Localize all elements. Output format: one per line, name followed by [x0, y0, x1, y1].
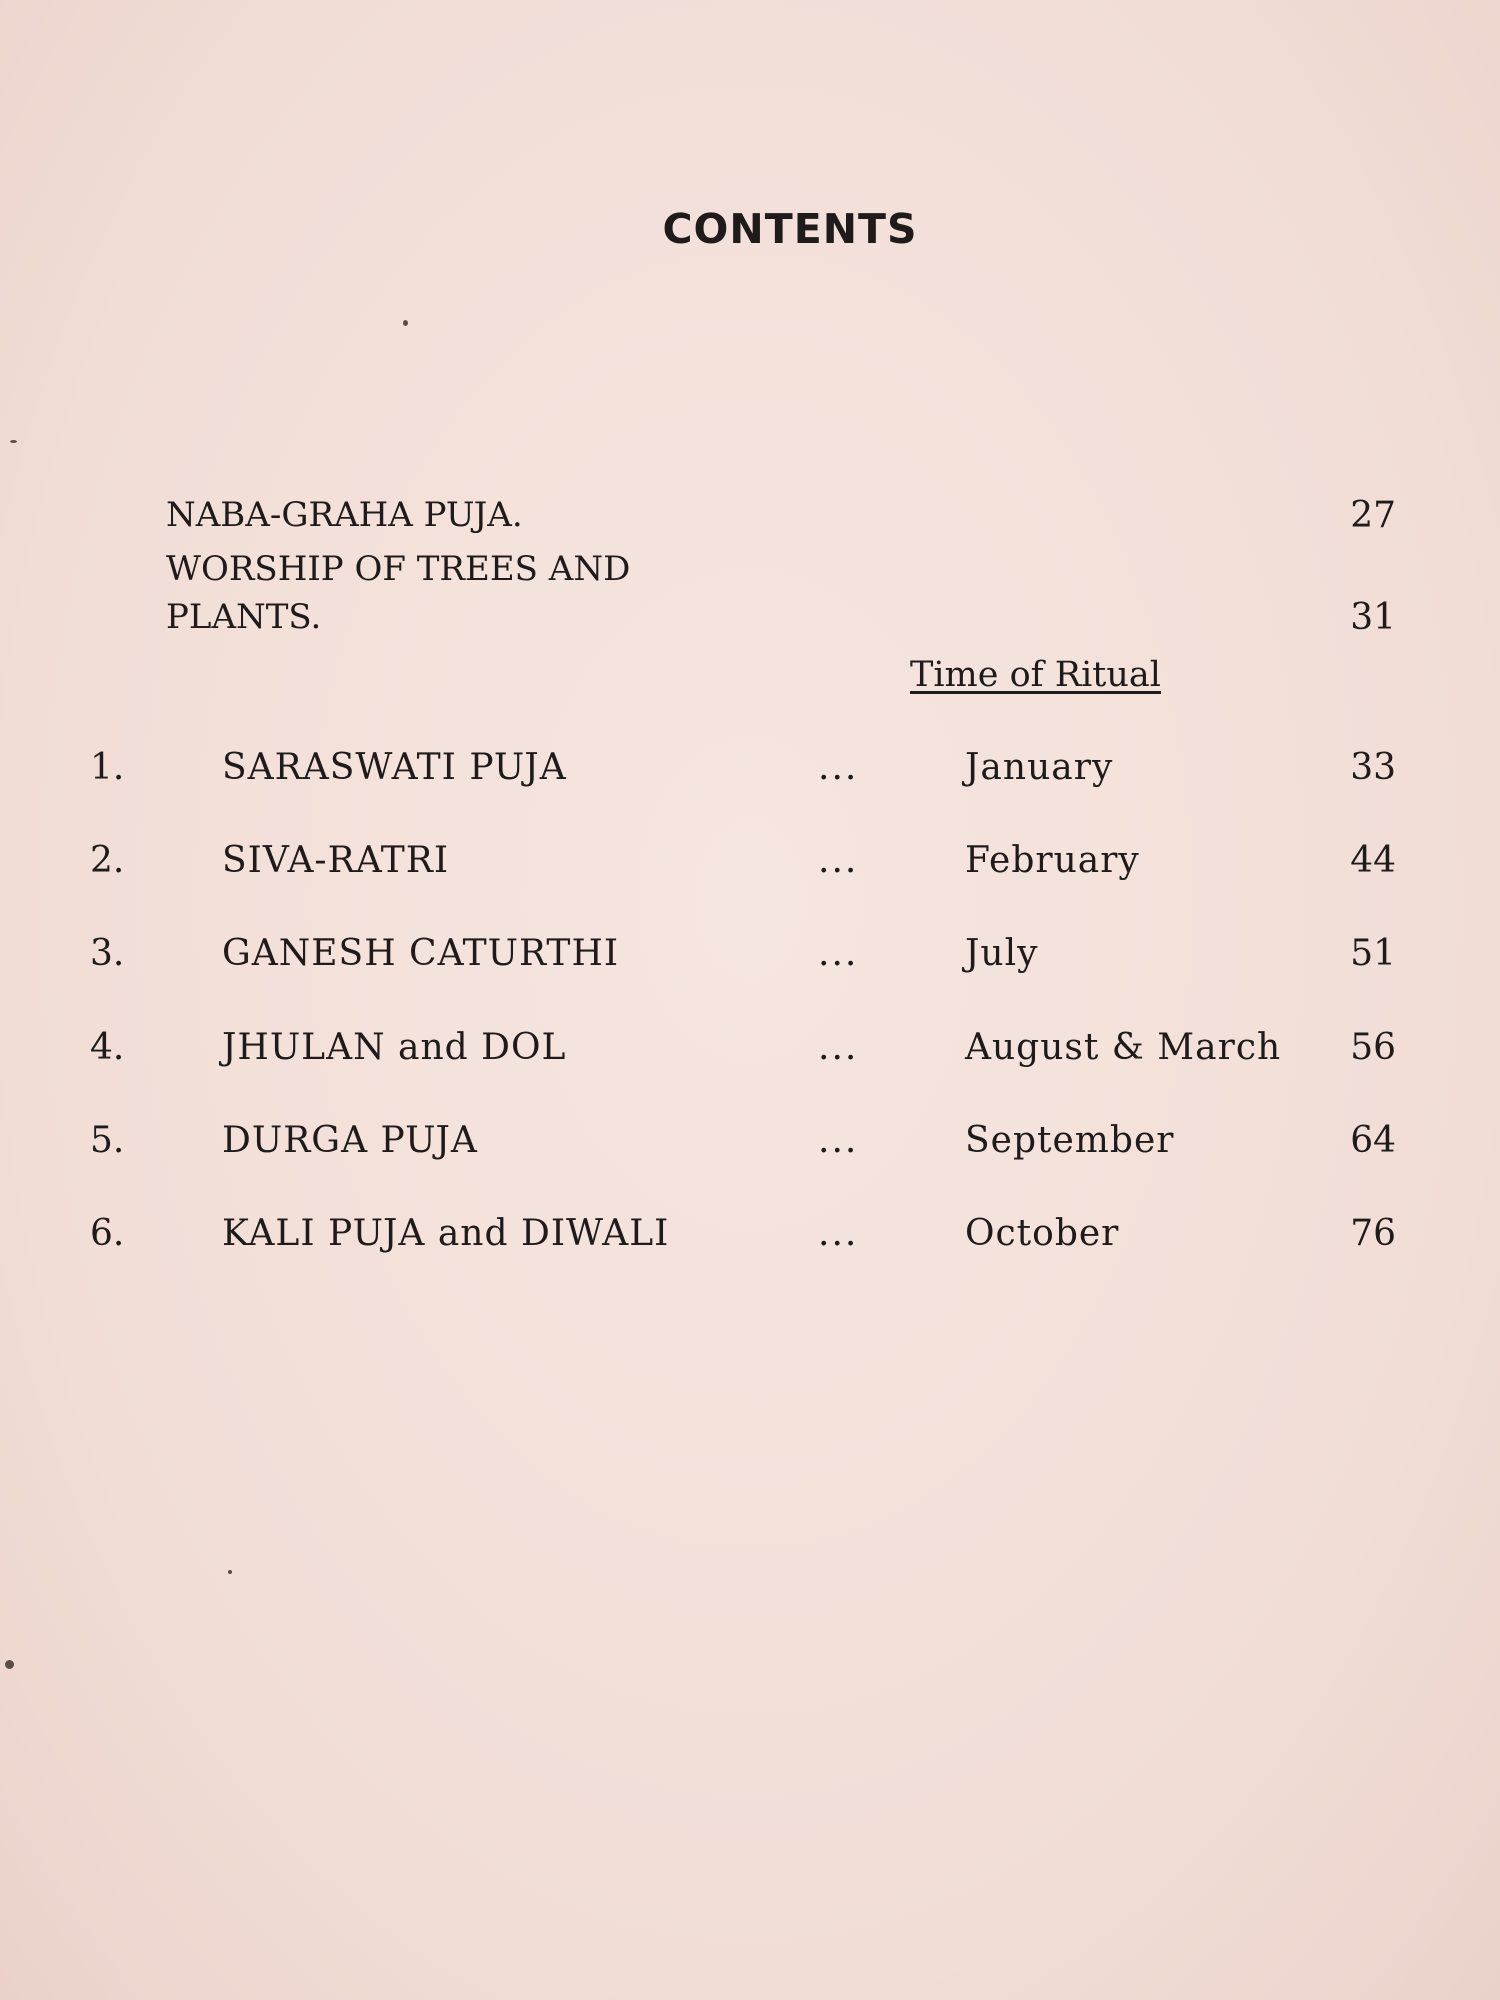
paper-speck	[10, 440, 17, 443]
page-title: CONTENTS	[662, 205, 918, 253]
entry-title: JHULAN and DOL	[222, 1027, 567, 1068]
entry-time: January	[965, 747, 1114, 788]
entry-title: GANESH CATURTHI	[222, 933, 620, 974]
contents-row	[0, 933, 1500, 986]
entry-number: 1.	[90, 747, 125, 788]
intro-entry-page: 31	[1350, 597, 1396, 638]
entry-number: 5.	[90, 1120, 125, 1161]
entry-number: 2.	[90, 840, 125, 881]
paper-speck	[228, 1570, 232, 1574]
intro-entry-title: WORSHIP OF TREES AND	[166, 549, 631, 589]
entry-time: September	[965, 1120, 1175, 1161]
entry-page: 33	[1350, 747, 1396, 788]
entry-title: KALI PUJA and DIWALI	[222, 1213, 670, 1254]
time-of-ritual-heading: Time of Ritual	[910, 655, 1161, 695]
intro-entry-page: 27	[1350, 495, 1396, 536]
entry-number: 4.	[90, 1027, 125, 1068]
entry-page: 64	[1350, 1120, 1396, 1161]
intro-entry-title: NABA-GRAHA PUJA.	[166, 495, 523, 535]
entry-page: 56	[1350, 1027, 1396, 1068]
entry-page: 44	[1350, 840, 1396, 881]
dot-leader: ...	[818, 933, 859, 974]
paper-speck	[5, 1660, 14, 1669]
contents-row	[0, 747, 1500, 800]
entry-title: SARASWATI PUJA	[222, 747, 567, 788]
dot-leader: ...	[818, 1213, 859, 1254]
entry-page: 51	[1350, 933, 1396, 974]
paper-speck	[403, 320, 408, 326]
dot-leader: ...	[818, 1027, 859, 1068]
contents-row	[0, 1027, 1500, 1080]
dot-leader: ...	[818, 747, 859, 788]
entry-page: 76	[1350, 1213, 1396, 1254]
dot-leader: ...	[818, 840, 859, 881]
entry-number: 3.	[90, 933, 125, 974]
entry-time: October	[965, 1213, 1120, 1254]
entry-time: February	[965, 840, 1140, 881]
entry-title: SIVA-RATRI	[222, 840, 450, 881]
dot-leader: ...	[818, 1120, 859, 1161]
contents-row	[0, 840, 1500, 893]
entry-number: 6.	[90, 1213, 125, 1254]
entry-time: August & March	[965, 1027, 1282, 1068]
contents-row	[0, 1120, 1500, 1173]
intro-entry-title-continued: PLANTS.	[166, 597, 322, 637]
entry-title: DURGA PUJA	[222, 1120, 478, 1161]
entry-time: July	[965, 933, 1039, 974]
contents-row	[0, 1213, 1500, 1266]
